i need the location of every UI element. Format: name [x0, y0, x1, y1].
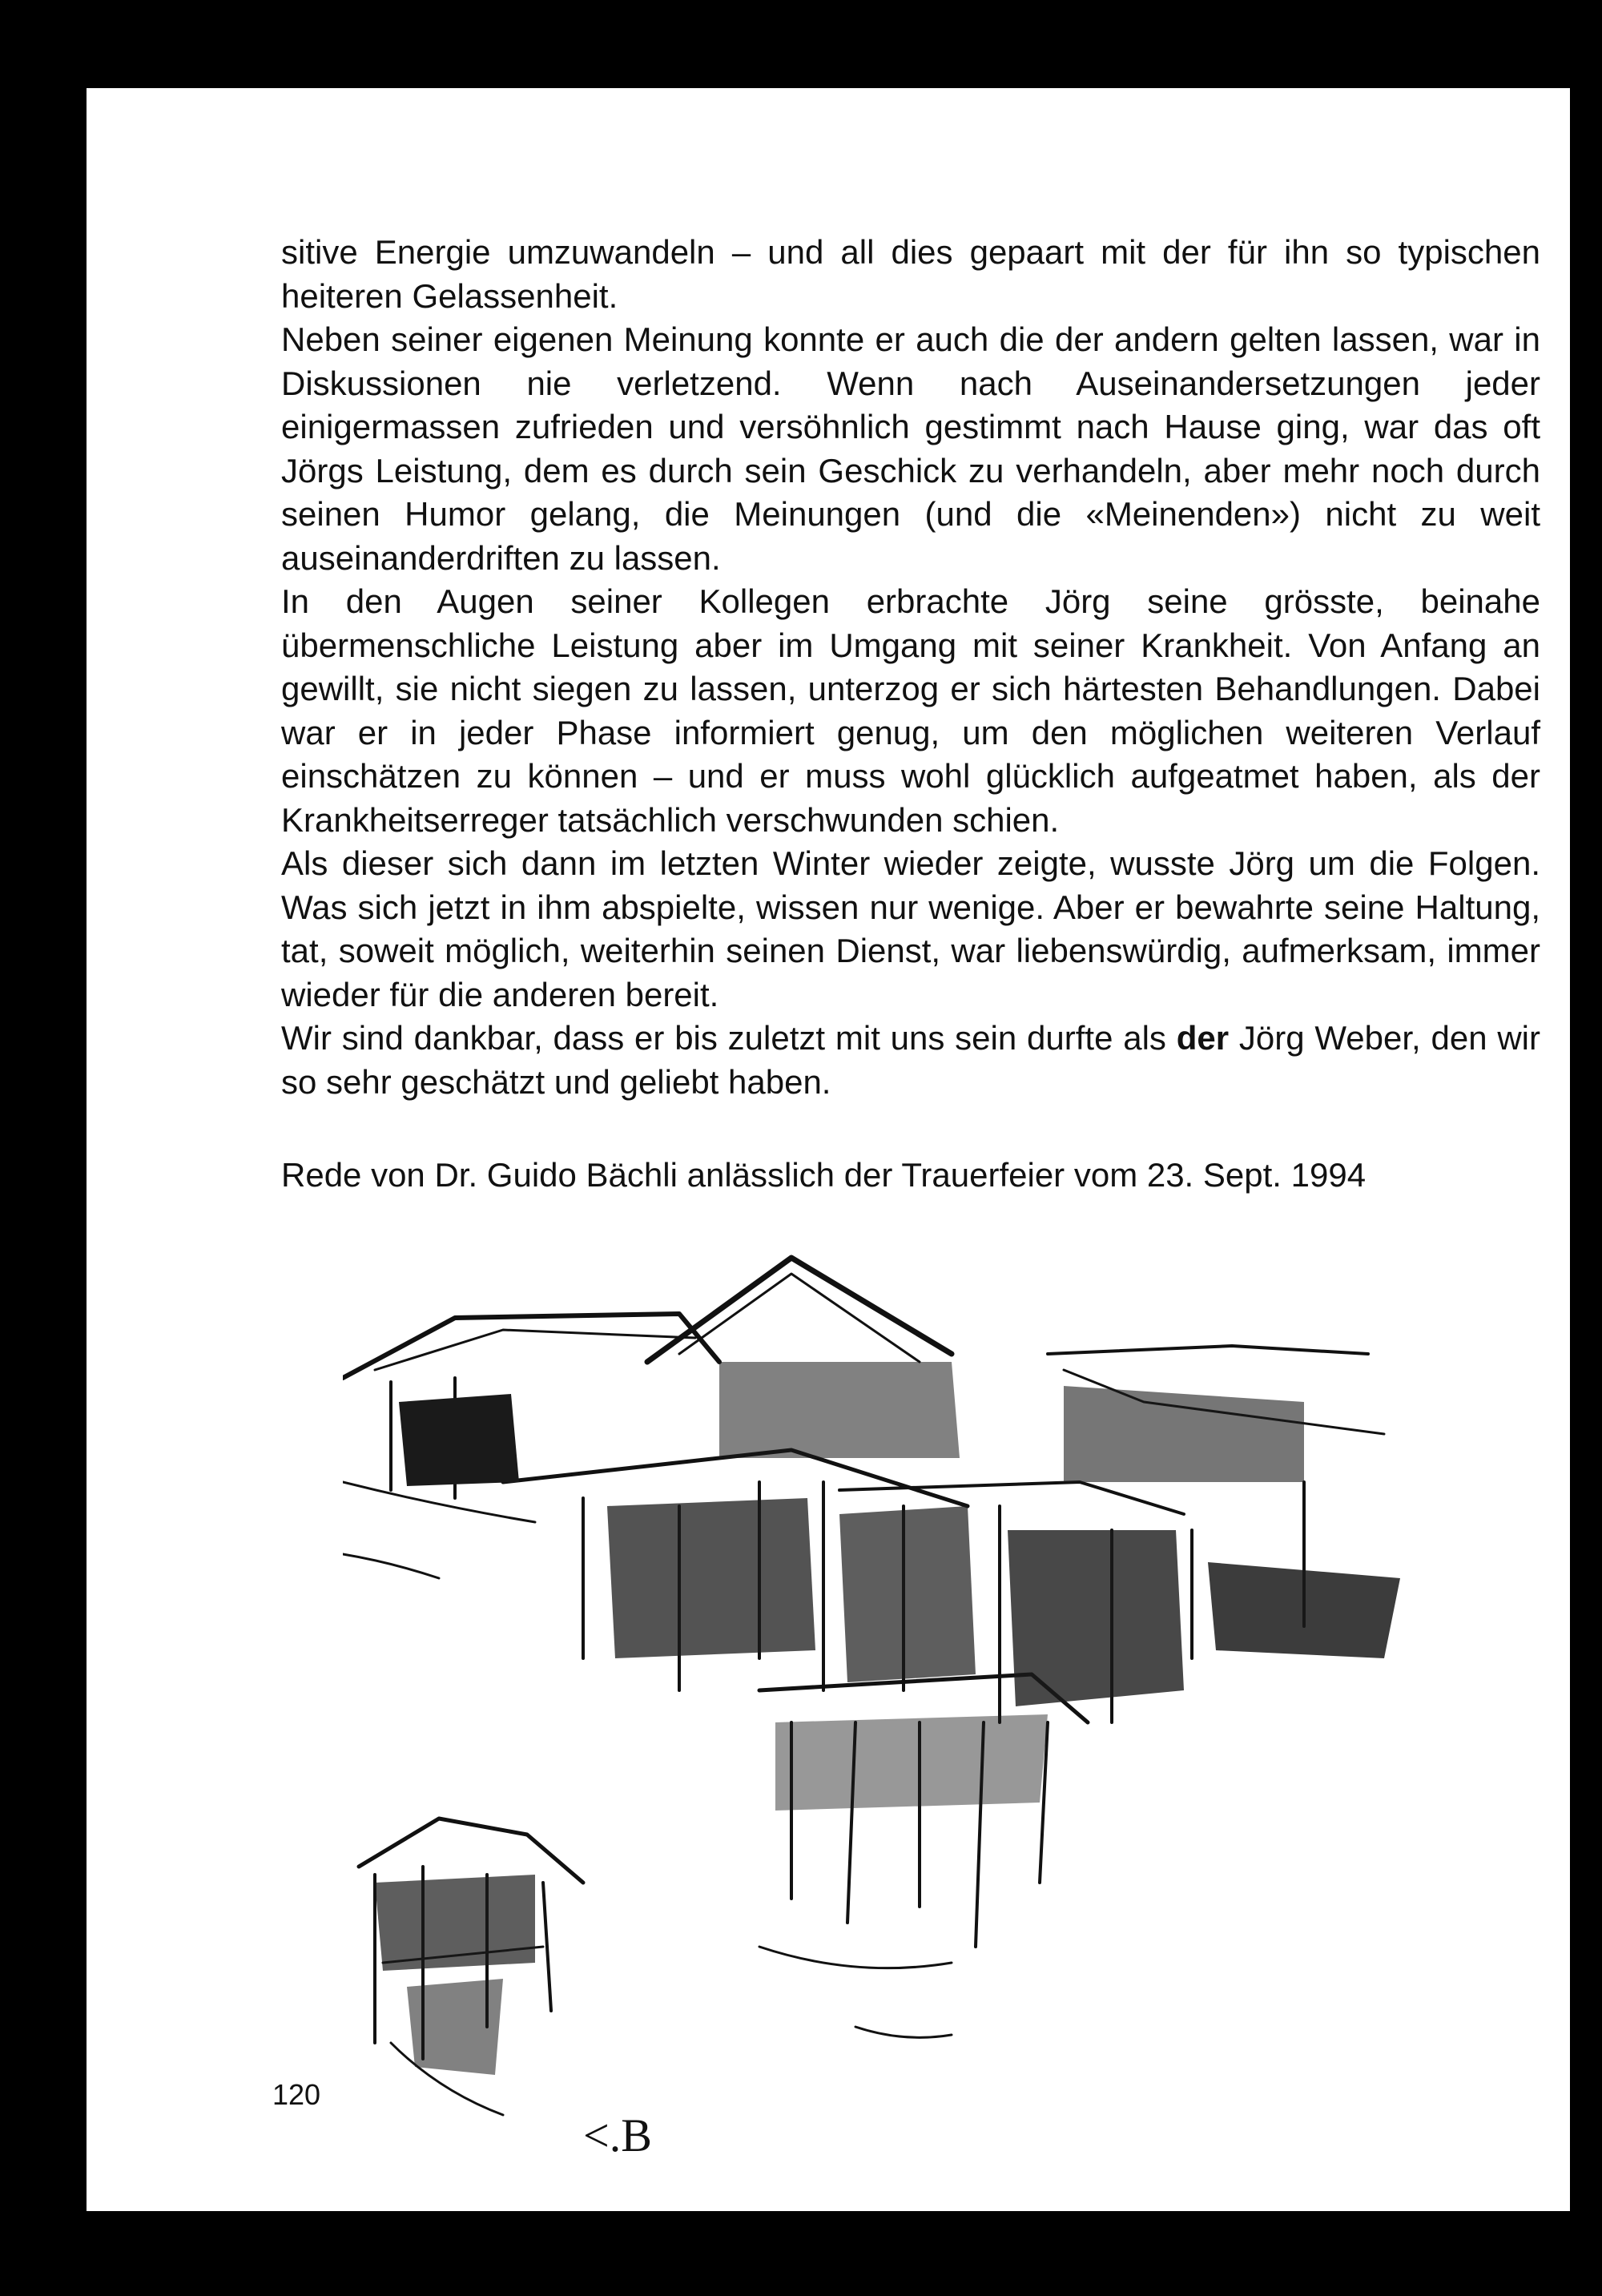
body-text: [281, 231, 1540, 1104]
paragraph-2: Neben seiner eigenen Meinung konnte er auch die der andern gelten lassen, war in Diskussionen nie verletzend. Wenn nach Auseinandersetzungen jeder einigermassen zufrieden und versöhnlich gestimmt nach Hause ging, war das oft Jörgs Leistung, dem es durch sein Geschick zu verhandeln, aber mehr noch durch seinen Humor gelang, die Meinungen (und die «Meinenden») nicht zu weit auseinanderdriften zu lassen.: [281, 320, 1540, 577]
page-number: 120: [272, 2078, 321, 2111]
paragraph-5-end: Jörg Weber, den wir so sehr geschätzt und geliebt haben.: [281, 1019, 1540, 1101]
paragraph-3: In den Augen seiner Kollegen erbrachte Jörg seine grösste, beinahe übermenschliche Leistung aber im Umgang mit seiner Krankheit. Von Anfang an gewillt, sie nicht siegen zu lassen, unterzog er sich härtesten Behandlungen. Dabei war er in jeder Phase informiert genug, um den möglichen weiteren Verlauf einschätzen zu können – und er muss wohl glücklich aufgeatmet haben, als der Krankheitserreger tatsächlich verschwunden schien.: [281, 582, 1540, 839]
village-sketch-illustration: [343, 1242, 1512, 2163]
paragraph-5: [281, 1017, 1540, 1104]
speech-caption: Rede von Dr. Guido Bächli anlässlich der Trauerfeier vom 23. Sept. 1994: [281, 1156, 1367, 1194]
paragraph-1: sitive Energie umzuwandeln – und all dies gepaart mit der für ihn so typischen heiteren Gelassenheit.: [281, 233, 1540, 315]
paragraph-5-start: Wir sind dankbar, dass er bis zuletzt mit uns sein durfte als: [281, 1019, 1177, 1057]
emphasis-der: der: [1176, 1019, 1230, 1057]
paragraph-4: Als dieser sich dann im letzten Winter wieder zeigte, wusste Jörg um die Folgen. Was sich jetzt in ihm abspielte, wissen nur wenige. Aber er bewahrte seine Haltung, tat, soweit möglich, weiterhin seinen Dienst, war liebenswürdig, aufmerksam, immer wieder für die anderen bereit.: [281, 844, 1540, 1013]
artist-signature: <.B: [583, 2109, 652, 2161]
document-page: [87, 88, 1570, 2211]
